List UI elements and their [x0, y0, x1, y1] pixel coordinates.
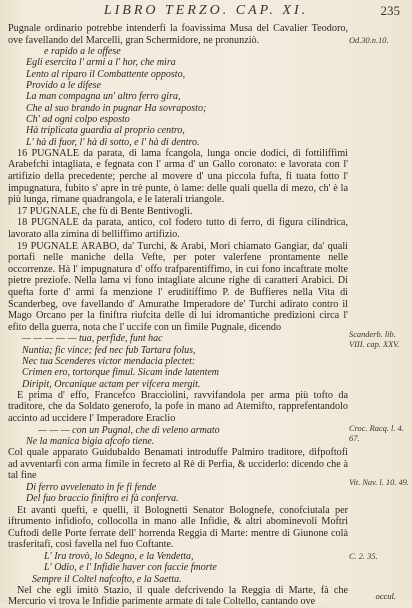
verse-line: Provido a le difese — [26, 80, 101, 92]
verse-block-2 — [26, 425, 348, 448]
latin-line: Crimen ero, tortorque fimul. Sicam inde latentem — [22, 367, 220, 379]
verse-line: Ch' ad ogni colpo esposto — [26, 113, 130, 125]
page-number: 235 — [380, 3, 400, 18]
verse-line: — — — con un Pugnal, che di veleno armato — [38, 424, 220, 436]
latin-line: Nec tua Scenderes victor mendacia plectet: — [22, 355, 196, 367]
verse-line: La man compagna un' altro ferro gira, — [26, 91, 181, 103]
verse-line: Lento al riparo il Combattente opposto, — [26, 68, 186, 80]
paragraph-19: 19 PUGNALE ARABO, da' Turchi, & Arabi, Mori chiamato Gangiar, da' quali portafi nelle maniche della Vefte, per poter valerfene prontamente nelle occorrenze. Hà l' impugnatura d' offo trafparentiffimo, in cui fono incaftrate molte pietre preziofe. Nella lama vi fono intagliate alcune righe di caratteri Arabici. Di quefta forte d' armi fa menzione l' eruditiffimo P. de Buffieres nella Vita di Scanderbeg, ove favellando d' Amurathe Imperadore de' Turchi adirato contro il Mago Orcano per la finiftra riufcita delle di lui idromantiche predizioni circa l' efito della guerra, nota che l' uccife con un fimile Pugnale, dicendo — [8, 240, 348, 333]
paragraph-bracciolini: E prima d' effo, Francefco Bracciolini, ravvifandola per arma più tofto da traditore, che da Soldato generofo, la pofe in mano ad Atemifto, rapprefentandolo accinto ad uccidere l' Imperadore Eraclio — [8, 389, 348, 425]
running-title: LIBRO TERZO. CAP. XI. — [103, 3, 309, 18]
verse-line: L' hà di fuor, l' hà di sotto, e l' hà di dentro. — [26, 136, 200, 148]
verse-block-3 — [26, 482, 348, 505]
margin-note-4: Vit. Nav. l. 10. 49. — [349, 478, 409, 487]
latin-line: Nuntia; fic vince; fed nec fub Tartara folus, — [22, 344, 196, 356]
verse-block-1 — [26, 46, 348, 148]
verse-line: Sempre il Coltel nafcofto, e la Saetta. — [32, 573, 182, 585]
margin-note-2: Scanderb. lib. VIII. cap. XXV. — [349, 330, 400, 349]
verse-line: Egli esercita l' armi a l' hor, che mira — [26, 57, 176, 69]
latin-quote — [22, 333, 348, 389]
paragraph-intro: Pugnale ordinario potrebbe intenderfi la foavissima Musa del Cavalier Teodoro, ove favellando del Marcelli, gran Schermidore, ne pronunziò. — [8, 23, 348, 46]
margin-note-1: Od.30.n.10. — [349, 36, 389, 45]
main-text — [8, 23, 348, 608]
verse-line: Del fuo braccio finiftro ei fà conferva. — [26, 493, 179, 505]
verse-line: Hà triplicata guardia al proprio centro, — [26, 125, 185, 137]
margin-note-5: C. 2. 35. — [349, 552, 378, 561]
verse-line: L' Odio, e l' Infidie haver con faccie fmorte — [44, 562, 217, 574]
paragraph-bolognetti: Et avanti quefti, e quelli, il Bolognetti Senator Bolognefe, conofciutala per iftrumento infidiofo, collocolla in mano alle Infidie, & altri abominevoli Moftri Cuftodi delle Porte ferrate dell' horrenda Reggia di Marte: mentre di Giunone colà trasferitafi, così favella nel fuo Coftante. — [8, 504, 348, 551]
catchword: occul. — [375, 591, 396, 601]
paragraph-stazio: Nel che egli imitò Stazio, il quale defcrivendo la Reggia di Marte, fà che Mercurio vi trova le Infidie parimente armate di tale Coltello, cantando ove — [8, 584, 348, 608]
margin-note-3: Croc. Racq. l. 4. 67. — [349, 424, 404, 443]
verse-block-4 — [26, 551, 348, 585]
verse-line: L' Ira trovò, lo Sdegno, e la Vendetta, — [44, 550, 194, 562]
verse-line: Di ferro avvelenato in fe fi fende — [26, 482, 157, 493]
page-header — [0, 3, 412, 21]
verse-line: Ne la manica bigia afcofo tiene. — [26, 435, 155, 447]
latin-line: Diripit, Orcanique actam per vifcera mergit. — [22, 378, 201, 390]
paragraph-16: 16 PUGNALE da parata, di lama fcangola, lunga oncie dodici, di fottiliffimi Arabefchi intagliata, e fegnata con l' arma d' un Gallo coronato: e lavorata con l' artifizio della precedente; perche al movere d' una piccola fufta, fi tuata fotto l' impugnatura, fubito s' apre in trè punte, ò lame: delle quali quella di mezo, ch' è la più lunga, rimane quadrangola, e le laterali triangole. — [8, 147, 348, 206]
paragraph-benamati: Col quale apparato Guidubaldo Benamati introduffe Palmiro traditore, difpoftofi ad avventarfi con arma fimile in fecreto al Rè di Perfia, & ucciderlo: dicendo che à tal fine — [8, 447, 348, 482]
latin-line: — — — — — tua, perfide, funt hac — [22, 333, 163, 345]
verse-line: e rapido a le offese — [44, 46, 121, 58]
verse-line: Che al suo brando in pugnar Ha sovraposto; — [26, 102, 207, 114]
paragraph-18: 18 PUGNALE da parata, antico, col fodero tutto di ferro, di figura cilindrica, lavorato alla zimina di belliffimo artifizio. — [8, 217, 348, 241]
paragraph-17: 17 PUGNALE, che fù di Bente Bentivogli. — [17, 205, 193, 217]
